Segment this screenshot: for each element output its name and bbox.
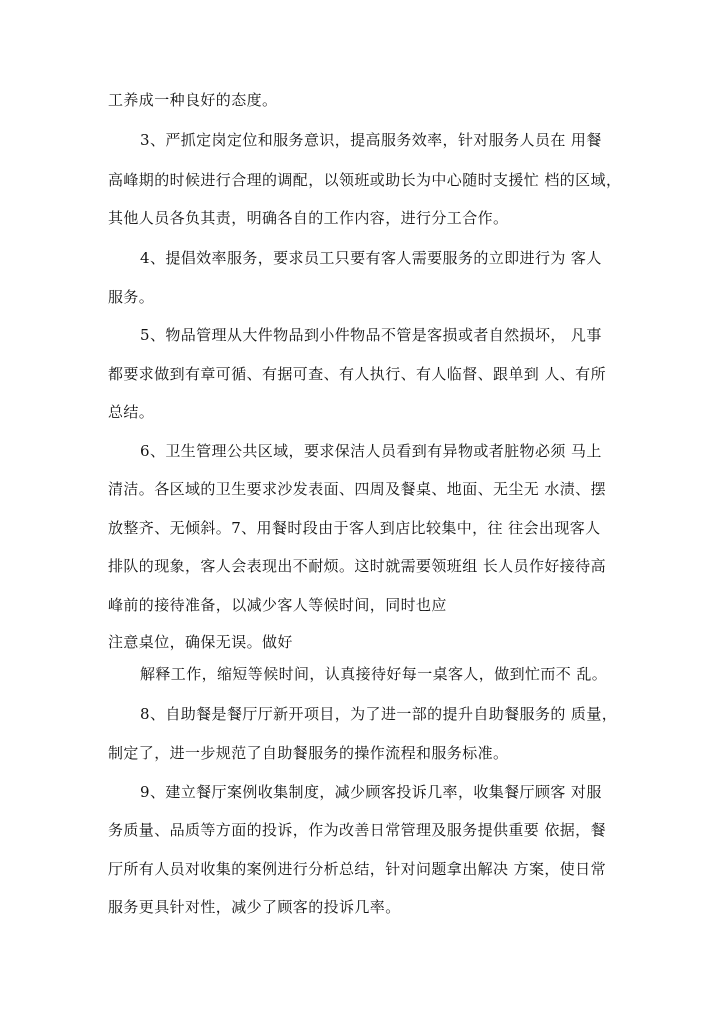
text-line: 注意桌位，确保无误。做好 [108,633,293,651]
paragraph-5-line: 5、物品管理从大件物品到小件物品不管是客损或者自然损坏， 凡事 [140,326,602,344]
text-line: 解释工作，缩短等候时间，认真接待好每一桌客人，做到忙而不 乱。 [140,665,608,683]
paragraph-8-line: 8、自助餐是餐厅厅新开项目，为了进一部的提升自助餐服务的 质量， [140,705,618,723]
text-line: 其他人员各负其责，明确各自的工作内容，进行分工合作。 [108,209,509,227]
paragraph-9-line: 9、建立餐厅案例收集制度，减少顾客投诉几率，收集餐厅顾客 对服 [140,783,602,801]
text-line: 总结。 [108,403,155,421]
text-line: 服务更具针对性，减少了顾客的投诉几率。 [108,898,401,916]
text-line: 服务。 [108,288,155,306]
text-line: 制定了，进一步规范了自助餐服务的操作流程和服务标准。 [108,744,509,762]
text-line: 排队的现象，客人会表现出不耐烦。这时就需要领班组 长人员作好接待高 [108,557,606,575]
text-line: 清洁。各区域的卫生要求沙发表面、四周及餐桌、地面、无尘无 水渍、摆 [108,480,606,498]
paragraph-4-line: 4、提倡效率服务，要求员工只要有客人需要服务的立即进行为 客人 [140,249,602,267]
text-line: 都要求做到有章可循、有据可查、有人执行、有人临督、跟单到 人、有所 [108,365,606,383]
text-line: 峰前的接待准备，以减少客人等候时间，同时也应 [108,596,447,614]
text-line: 务质量、品质等方面的投诉，作为改善日常管理及服务提供重要 依据，餐 [108,821,606,839]
text-line: 厅所有人员对收集的案例进行分析总结，针对问题拿出解决 方案，使日常 [108,860,606,878]
paragraph-3-line: 3、严抓定岗定位和服务意识，提高服务效率，针对服务人员在 用餐 [140,131,602,149]
text-line: 工养成一种良好的态度。 [108,91,278,109]
text-line: 放整齐、无倾斜。7、用餐时段由于客人到店比较集中，往 往会出现客人 [108,519,601,537]
paragraph-6-line: 6、卫生管理公共区域，要求保洁人员看到有异物或者脏物必须 马上 [140,442,602,460]
text-line: 高峰期的时候进行合理的调配，以领班或助长为中心随时支援忙 档的区域， [108,171,622,189]
